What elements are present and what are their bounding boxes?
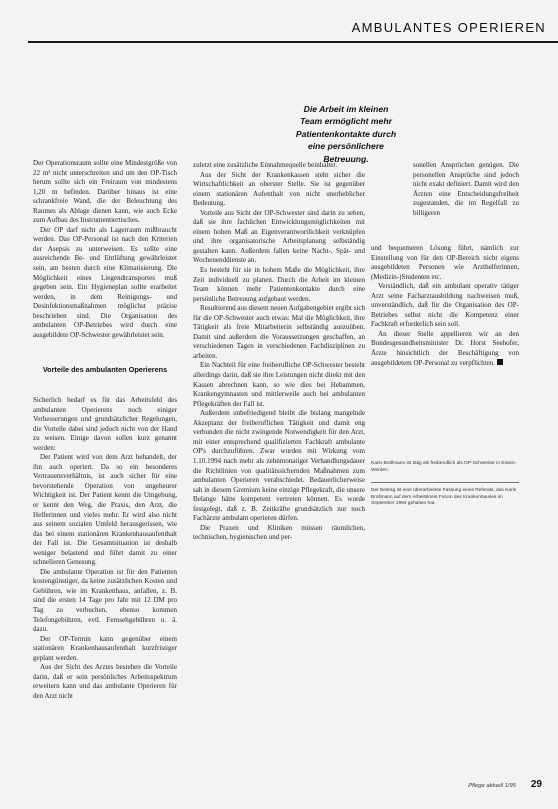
note-divider — [371, 482, 519, 483]
paragraph: Außerdem unbefriedigend bleibt die bislang mangelnde Akzeptanz der freiberuflichen Tätigkeit und damit eng verbunden die nicht zwingende Notwendigkeit für den Arzt, mit einer entsprechend qualifizierten Fachkraft ambulante OP's durchzuführen. Zwar wurden mit Wirkung vom 1.10.1994 nach mehr als zehnmonatiger Verhandlungsdauer die Richtlinien von qualitätssichernden Maßnahmen zum ambulanten Operieren verabschiedet. Bedauerlicherweise sah in diesem Gremium keine einzige Pflegekraft, die unsere Belange hätte kompetent vertreten können. Es wurde festgelegt, daß z. B. Zeitkräfte grundsätzlich nur noch Fachärzte ambulant operieren dürfen. — [193, 409, 365, 523]
section-title: AMBULANTES OPERIEREN — [351, 20, 546, 35]
paragraph: Verständlich, daß ein ambulant operativ tätiger Arzt seine Facharztausbildung nachweisen muß, unverständlich, daß für die Organisation des OP-Betriebes selbst nicht die Kompetenz einer Fachkraft erforderlich sein soll. — [371, 282, 519, 329]
header-rule — [28, 41, 558, 43]
column-2 — [193, 161, 365, 543]
pull-quote: Die Arbeit im kleinen Team ermöglicht mehr Patientenkontakte durch eine persönlichere Betreuung. — [295, 104, 397, 164]
column-3 — [371, 244, 519, 368]
paragraph: Aus der Sicht der Krankenkassen steht sicher die Wirtschaftlichkeit an oberster Stelle. Sie ist gegenüber einem stationären Aufenthalt von nicht unerheblicher Bedeutung. — [193, 170, 365, 208]
column-3-top: sonellen Ansprüchen genügen. Die personellen Ansprüche sind jedoch nicht exakt definiert. Damit wird den Ärzten eine Entscheidungsfreiheit zugestanden, die im Regelfall zu billigeren — [413, 161, 519, 217]
paragraph: Sicherlich bedarf es für das Arbeitsfeld des ambulanten Operierens noch einiger Verbesserungen und grundsätzlicher Regelungen, die Vorteile dabei sind jedoch nicht von der Hand zu weisen. Einige davon sollen kurz genannt werden: — [33, 396, 177, 452]
end-mark-icon — [497, 359, 503, 365]
paragraph: Die Praxen und Kliniken müssen räumlichen, technischen, hygienischen und per- — [193, 523, 365, 542]
column-1 — [33, 159, 177, 340]
footer-source: Pflege aktuell 1/95 — [468, 783, 516, 789]
paragraph: Der Operationsraum sollte eine Mindestgröße von 22 m² nicht unterschreiten und um den OP-Tisch herum sollte sich ein Freiraum von mindestens 1,20 m befinden. Darüber hinaus ist eine schrankfreie Wand, die der Beleuchtung des Raumes als Ablage dienen kann, wie auch Ecke zum Aufbau des Instrumentiertisches. — [33, 159, 177, 225]
paragraph: Resultierend aus diesem neuen Aufgabengebiet ergibt sich für die OP-Schwester auch etwas: Mal die Möglichkeit, ihre Tätigkeit als freie Mitarbeiterin selbständig auszuüben. Damit sind außerdem die Voraussetzungen geschaffen, an verschiedenen Tagen in verschiedenen Fachdisziplinen zu arbeiten. — [193, 304, 365, 360]
paragraph: Der OP-Termin kann gegenüber einem stationären Krankenhausaufenthalt kurzfristiger geplant werden. — [33, 634, 177, 662]
paragraph — [371, 330, 519, 368]
paragraph: zuletzt eine zusätzliche Einnahmequelle beinhaltet. — [193, 161, 338, 169]
paragraph: Der OP darf nicht als Lagerraum mißbraucht werden. Das OP-Personal ist nach den Kriterien der Asepsis zu unterweisen. Es sollte eine ausreichende Be- und Entlüftung gewährleistet sein, am besten durch eine Klimatisierung. Die Möglichkeit eines Liegendtransportes muß gegeben sein. Ein Hygieneplan sollte erarbeitet werden, in dem Reinigungs- und Desinfektionsmaßnahmen möglichst präzise beschrieben sind. Die Organisation des ambulanten OP-Betriebes wird durch eine ausgebildete OP-Schwester gewährleistet sein. — [33, 225, 177, 339]
paragraph-text: An dieser Stelle appellieren wir an den Bundesgesundheitsminister Dr. Horst Seehofer, Ärzte hinsichtlich der Beschäftigung von ausgebildetem OP-Personal zu verpflichten. — [371, 329, 519, 367]
page-number: 29 — [530, 779, 542, 790]
author-note: Karin Brollmann ist tätig als freiberuflich als OP-Schwester in Essen-Werden. — [371, 461, 517, 473]
column-1-continued — [33, 396, 177, 702]
paragraph: Ein Nachteil für eine freiberufliche OP-Schwester besteht allerdings darin, daß sie ihre Leistungen nicht direkt mit den Kassen abrechnen kann, so wie dies bei Hebammen, Krankengymnasten und mittlerweile auch bei ambulanten Pflegekräften der Fall ist. — [193, 361, 365, 408]
subheading: Vorteile des ambulanten Operierens — [42, 365, 168, 374]
paragraph: Der Patient wird von dem Arzt behandelt, der ihn auch operiert. Da so ein besonderes Vertrauensverhältnis, ist auch sicher für eine bevorstehende Operation von ungeheurer Wichtigkeit ist. Der Patient kennt die Umgebung, er kennt den Weg, die Praxis, den Arzt, die Helferinnen und vieles mehr. Er wird also nicht aus seinem sozialen Umfeld herausgerissen, wie das bei einem stationären Krankenhausaufenthalt der Fall ist. Die Gesamtsituation ist deshalb weniger belastend und führt damit zu einer schnelleren Genesung. — [33, 453, 177, 567]
paragraph: Die ambulante Operation ist für den Patienten kostengünstiger, da keine zusätzlichen Kosten und Gebühren, wie im Krankenhaus, anfallen, z. B. sind die ersten 14 Tage pro Jahr mit 12 DM pro Tag zu verbuchen, ebenso kommen Telefongebühren, evtl. Fernsehgebühren u. ä. dazu. — [33, 567, 177, 634]
paragraph: Vorteile aus Sicht der OP-Schwester sind darin zu sehen, daß sie ihre fachlichen Entwicklungsmöglichkeiten mit einem hohen Maß an Eigenverantwortlichkeit verknüpfen und ihre organisatorische Arbeitsplanung selbständig gestalten kann. Außerdem fallen keine Nacht-, Spät- und Wochenenddienste an. — [193, 208, 365, 265]
paragraph: Es besteht für sie in hohem Maße die Möglichkeit, ihre Zeit individuell zu planen. Durch die Arbeit im kleinen Team können mehr Patientenkontakte durch eine persönliche Betreuung aufgebaut werden. — [193, 266, 365, 303]
publication-note: Der Beitrag ist eine überarbeitete Fassung eines Referats, das Karin Brollmann auf dem Arbeitskreis Forum des Krankenhauses im September 1994 gehalten hat. — [371, 488, 517, 507]
paragraph: und bequemeren Lösung führt, nämlich zur Einstellung von für den OP-Bereich nicht eigens ausgebildeten Personen wie Arzthelferinnen, (Medizin-)Studenten etc. — [371, 244, 519, 281]
paragraph: Aus der Sicht des Arztes bestehen die Vorteile darin, daß er sein persönliches Arbeitsspektrum erweitern kann und das ambulante Operieren für den Arzt nicht — [33, 663, 177, 700]
